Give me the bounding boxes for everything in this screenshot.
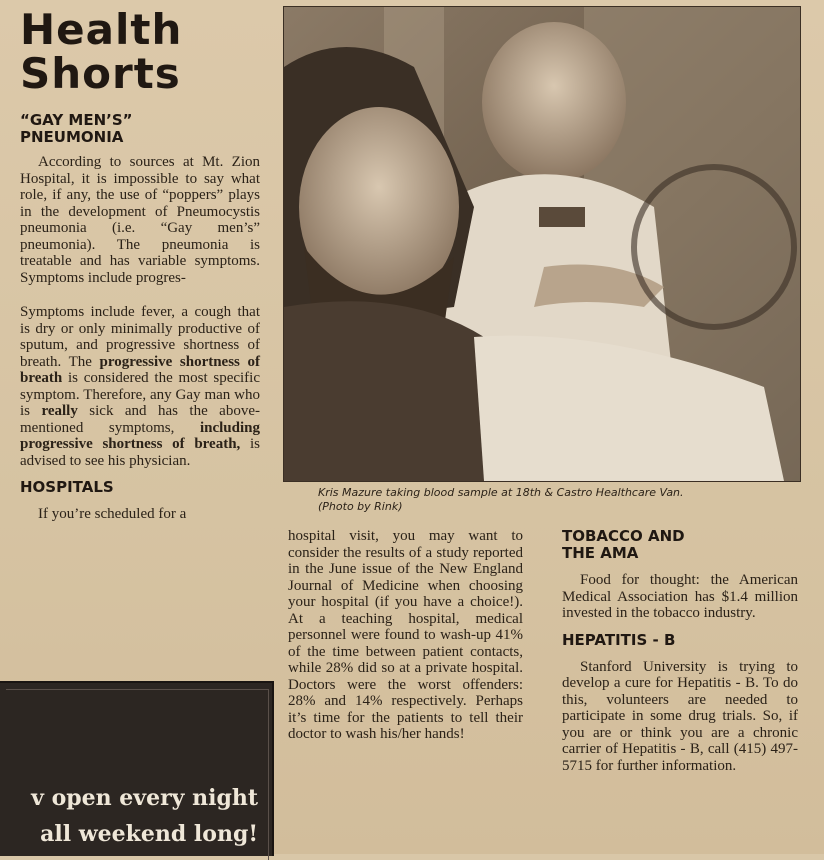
text-run: is advised to see his physician.: [20, 436, 261, 469]
photo-caption: [318, 486, 798, 514]
hospitals-paragraph-start: If you’re scheduled for a: [38, 506, 187, 522]
pneumonia-paragraph-1: According to sources at Mt. Zion Hospital, it is impossible to say what role, if any, the use of “poppers” plays in the development of Pneumocystis pneumonia (i.e. “Gay men’s” pneumonia). The pneumonia is treatable and has variable symptoms. Symptoms include progres-: [20, 154, 260, 286]
caption-line-1: Kris Mazure taking blood sample at 18th & Castro Healthcare Van.: [318, 486, 684, 499]
heading-line: PNEUMONIA: [20, 128, 124, 146]
text-run: Symptoms include fever, a cough that is dry or only minimally productive of sputum, and progressive shortness of breath. The: [20, 304, 260, 370]
left-column: [20, 112, 260, 523]
hospitals-paragraph-continued: hospital visit, you may want to consider the results of a study reported in the June issue of the New England Journal of Medicine when choosing your hospital (if you have a choice!). At a teaching hospital, medical personnel were found to wash-up 41% of the time between patient contacts, while 28% did so at a private hospital. Doctors were the worst offenders: 28% and 14% respectively. Perhaps it’s time for the patients to tell their doctor to wash his/her hands!: [288, 528, 523, 742]
heading-line: “GAY MEN’S”: [20, 111, 133, 129]
advert-line-2: all weekend long!: [40, 821, 258, 847]
text-run: is considered the most specific symptom. Therefore, any Gay man who is: [20, 370, 260, 419]
text-run-bold: including progressive shortness of breath,: [20, 419, 260, 452]
caption-line-2: (Photo by Rink): [318, 500, 403, 513]
heading-line: TOBACCO AND: [562, 527, 685, 545]
masthead-line-2: Shorts: [20, 49, 181, 98]
photo-blood-sample: [283, 6, 801, 482]
right-column: [562, 528, 798, 774]
heading-hepatitis: HEPATITIS - B: [562, 630, 676, 649]
middle-column: [288, 528, 523, 743]
heading-hospitals: HOSPITALS: [20, 478, 114, 496]
heading-line: THE AMA: [562, 544, 639, 562]
section-masthead: [20, 5, 270, 98]
text-run-bold: progressive shortness of breath: [20, 353, 260, 386]
pneumonia-paragraph-2: [20, 304, 260, 469]
text-run: sick and has the above-mentioned symptoms,: [20, 403, 260, 436]
hepatitis-paragraph: Stanford University is trying to develop a cure for Hepatitis - B. To do this, volunteers are needed to participate in some drug trials. So, if you are or think you are a chronic carrier of Hepatitis - B, call (415) 497-5715 for further information.: [562, 658, 798, 774]
advert-line-1: v open every night: [31, 785, 258, 811]
masthead-line-1: Health: [20, 5, 183, 54]
heading-tobacco: [562, 528, 798, 562]
tobacco-paragraph: Food for thought: the American Medical Association has $1.4 million invested in the tobacco industry.: [562, 572, 798, 621]
heading-gay-pneumonia: [20, 112, 260, 146]
advertisement-box: [0, 681, 274, 856]
text-run-bold: really: [41, 403, 78, 419]
